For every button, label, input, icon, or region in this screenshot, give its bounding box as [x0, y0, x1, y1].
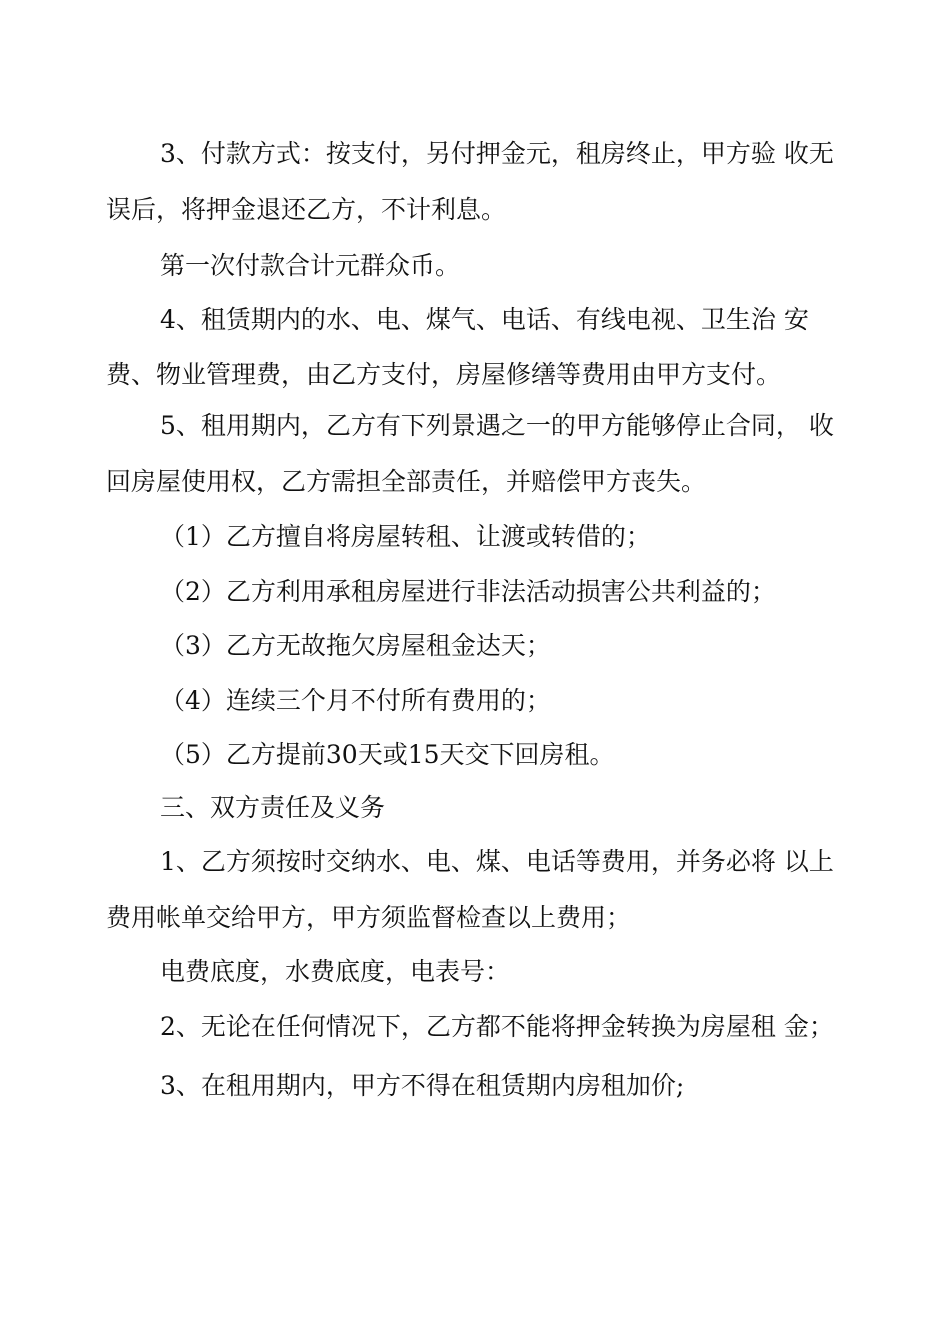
- list-item-illegal-activity: （2）乙方利用承租房屋进行非法活动损害公共利益的；: [160, 577, 776, 606]
- paragraph-tenant-fees-line-2: 费用帐单交给甲方，甲方须监督检查以上费用；: [106, 903, 632, 932]
- paragraph-payment-method-line-2: 误后，将押金退还乙方，不计利息。: [106, 195, 507, 224]
- paragraph-tenant-fees-line-1: 1、乙方须按时交纳水、电、煤、电话等费用，并务必将 以上: [160, 847, 834, 876]
- paragraph-termination-line-1: 5、租用期内，乙方有下列景遇之一的甲方能够停止合同， 收: [160, 411, 834, 440]
- paragraph-no-rent-increase: 3、在租用期内，甲方不得在租赁期内房租加价;: [160, 1071, 685, 1100]
- paragraph-payment-method-line-1: 3、付款方式：按支付，另付押金元，租房终止，甲方验 收无: [160, 139, 834, 168]
- paragraph-termination-line-2: 回房屋使用权，乙方需担全部责任，并赔偿甲方丧失。: [106, 467, 707, 496]
- list-item-sublet: （1）乙方擅自将房屋转租、让渡或转借的；: [160, 522, 651, 551]
- paragraph-meter-readings: 电费底度，水费底度，电表号：: [160, 957, 511, 986]
- paragraph-deposit-conversion: 2、无论在任何情况下，乙方都不能将押金转换为房屋租 金；: [160, 1012, 834, 1041]
- list-item-early-notice: （5）乙方提前30天或15天交下回房租。: [160, 740, 615, 769]
- paragraph-utility-fees-line-1: 4、租赁期内的水、电、煤气、电话、有线电视、卫生治 安: [160, 305, 809, 334]
- paragraph-utility-fees-line-2: 费、物业管理费，由乙方支付，房屋修缮等费用由甲方支付。: [106, 360, 782, 389]
- list-item-rent-arrears: （3）乙方无故拖欠房屋租金达天；: [160, 631, 551, 660]
- list-item-unpaid-fees: （4）连续三个月不付所有费用的；: [160, 686, 551, 715]
- paragraph-first-payment-total: 第一次付款合计元群众币。: [160, 251, 461, 280]
- section-heading-responsibilities: 三、双方责任及义务: [160, 793, 386, 822]
